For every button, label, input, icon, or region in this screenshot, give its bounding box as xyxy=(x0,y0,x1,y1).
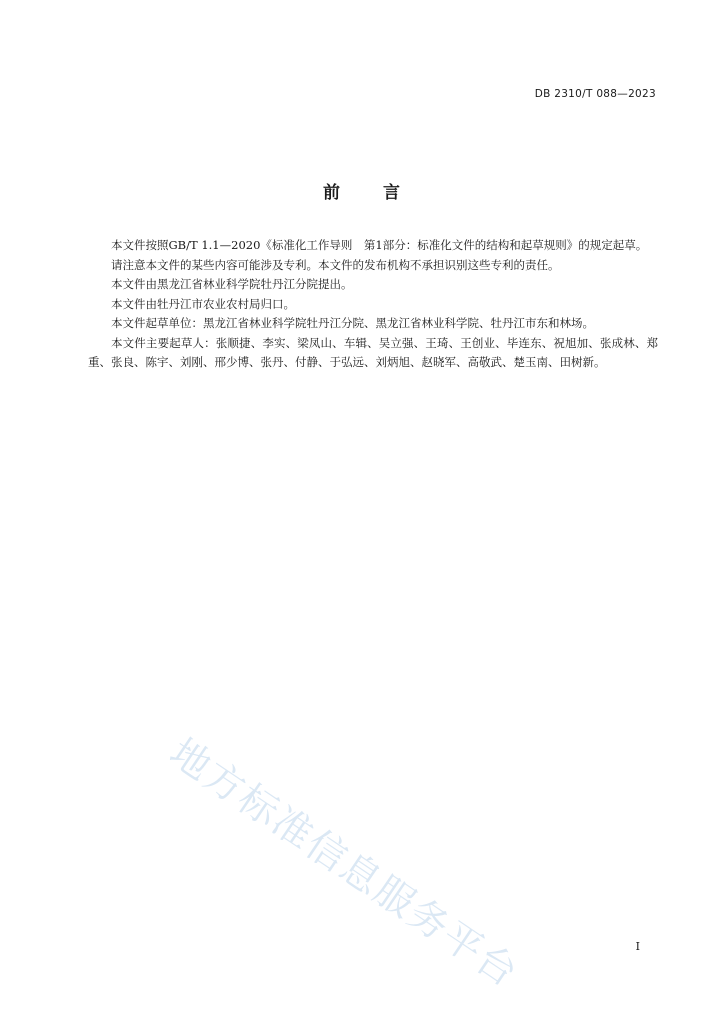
paragraph-patent-notice: 请注意本文件的某些内容可能涉及专利。本文件的发布机构不承担识别这些专利的责任。 xyxy=(111,257,560,272)
paragraph-proposer: 本文件由黑龙江省林业科学院牡丹江分院提出。 xyxy=(111,277,353,291)
paragraph-drafting-rules: 本文件按照GB/T 1.1—2020《标准化工作导则 第1部分：标准化文件的结构和起草规则》的规定起草。 xyxy=(111,238,648,252)
page-number: I xyxy=(635,940,640,953)
page-title xyxy=(0,178,724,203)
title-char-right: 言 xyxy=(383,183,401,203)
title-char-left: 前 xyxy=(323,183,341,203)
paragraph-administrator: 本文件由牡丹江市农业农村局归口。 xyxy=(111,296,295,311)
document-code: DB 2310/T 088—2023 xyxy=(534,88,656,100)
paragraph-drafting-units: 本文件起草单位：黑龙江省林业科学院牡丹江分院、黑龙江省林业科学院、牡丹江市东和林场。 xyxy=(111,316,594,330)
foreword-body xyxy=(88,236,658,373)
paragraph-drafters: 本文件主要起草人：张顺捷、李实、梁凤山、车辑、吴立强、王琦、王创业、毕连东、祝旭加、张成林、郑重、张良、陈宇、刘刚、邢少博、张丹、付静、于弘远、刘炳旭、赵晓军、高敬武、楚玉南、田树新。 xyxy=(88,335,658,369)
watermark: 地方标准信息服务平台 xyxy=(161,730,527,997)
